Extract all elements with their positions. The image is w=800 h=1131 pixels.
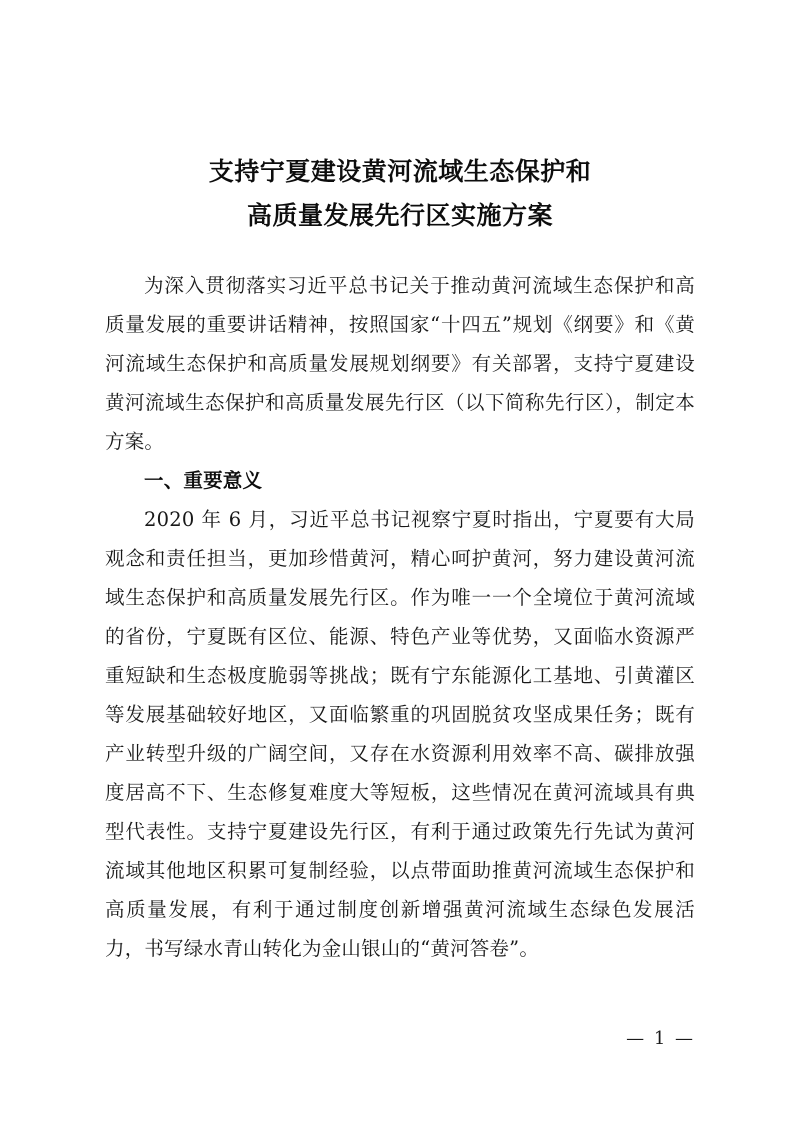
page-number: — 1 — (626, 1028, 695, 1049)
page-title (105, 150, 695, 238)
title-line-2: 高质量发展先行区实施方案 (246, 200, 553, 230)
section-heading-importance: 一、重要意义 (144, 468, 263, 492)
section-body-importance: 2020 年 6 月，习近平总书记视察宁夏时指出，宁夏要有大局观念和责任担当，更加珍惜黄河，精心呵护黄河，努力建设黄河流域生态保护和高质量发展先行区。作为唯一一个全境位于黄河流域的省份，宁夏既有区位、能源、特色产业等优势，又面临水资源严重短缺和生态极度脆弱等挑战；既有宁东能源化工基地、引黄灌区等发展基础较好地区，又面临繁重的巩固脱贫攻坚成果任务；既有产业转型升级的广阔空间，又存在水资源利用效率不高、碳排放强度居高不下、生态修复难度大等短板，这些情况在黄河流域具有典型代表性。支持宁夏建设先行区，有利于通过政策先行先试为黄河流域其他地区积累可复制经验，以点带面助推黄河流域生态保护和高质量发展，有利于通过制度创新增强黄河流域生态绿色发展活力，书写绿水青山转化为金山银山的“黄河答卷”。 (105, 507, 695, 960)
intro-paragraph: 为深入贯彻落实习近平总书记关于推动黄河流域生态保护和高质量发展的重要讲话精神，按照国家“十四五”规划《纲要》和《黄河流域生态保护和高质量发展规划纲要》有关部署，支持宁夏建设黄河流域生态保护和高质量发展先行区（以下简称先行区），制定本方案。 (105, 273, 695, 453)
title-line-1: 支持宁夏建设黄河流域生态保护和 (208, 157, 592, 186)
